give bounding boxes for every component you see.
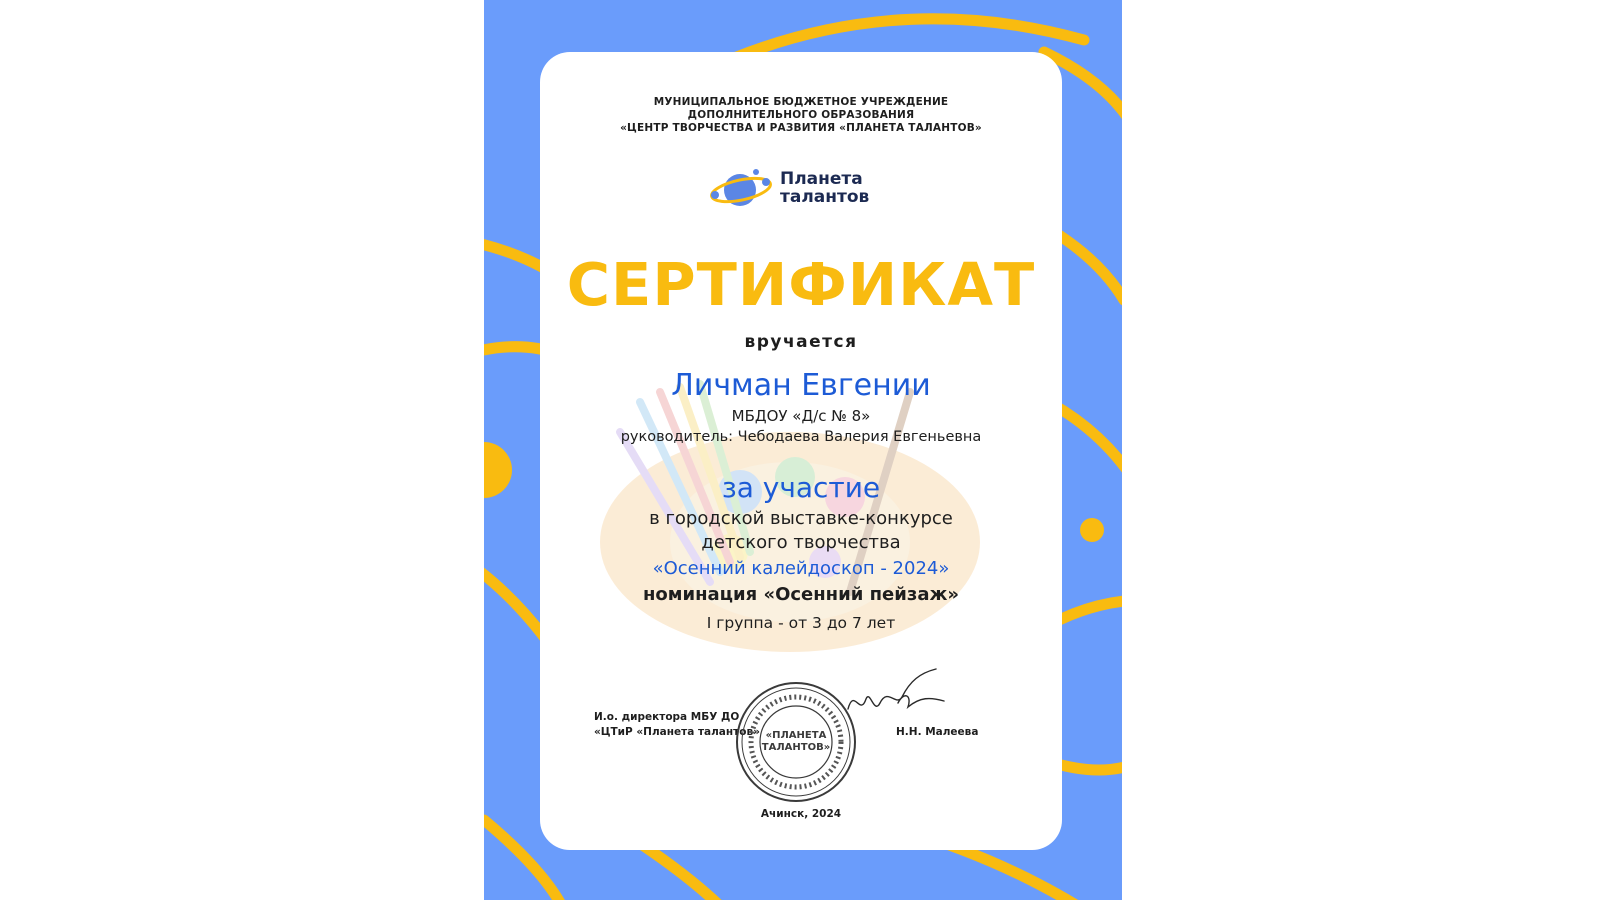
stamp-text: ТАЛАНТОВ» bbox=[761, 742, 831, 753]
supervisor: руководитель: Чебодаева Валерия Евгеньевна bbox=[620, 429, 982, 445]
logo-text-line: Планета bbox=[780, 169, 863, 189]
certificate-card bbox=[540, 52, 1062, 850]
logo-text bbox=[780, 170, 869, 206]
institution: МБДОУ «Д/с № 8» bbox=[731, 407, 871, 425]
organization-line: ДОПОЛНИТЕЛЬНОГО ОБРАЗОВАНИЯ bbox=[687, 109, 915, 121]
age-group: I группа - от 3 до 7 лет bbox=[706, 614, 896, 632]
nomination: номинация «Осенний пейзаж» bbox=[642, 584, 960, 605]
competition-line: детского творчества bbox=[701, 532, 901, 553]
certificate-frame bbox=[484, 0, 1122, 900]
competition-line: в городской выставке-конкурсе bbox=[649, 508, 953, 529]
competition-name: «Осенний калейдоскоп - 2024» bbox=[652, 558, 950, 579]
organization-header bbox=[540, 96, 1062, 135]
city-year: Ачинск, 2024 bbox=[760, 808, 842, 820]
recipient-name: Личман Евгении bbox=[671, 368, 931, 403]
award-reason: за участие bbox=[721, 471, 881, 504]
organization-line: «ЦЕНТР ТВОРЧЕСТВА И РАЗВИТИЯ «ПЛАНЕТА ТАЛАНТОВ» bbox=[620, 122, 982, 134]
signer-name: Н.Н. Малеева bbox=[896, 726, 979, 738]
director-line: И.о. директора МБУ ДО bbox=[594, 711, 740, 723]
planet-orbit-icon bbox=[708, 164, 778, 216]
handwritten-signature bbox=[840, 667, 950, 727]
awarded-text: вручается bbox=[744, 332, 858, 352]
director-line: «ЦТиР «Планета талантов» bbox=[594, 726, 760, 738]
logo-text-line: талантов bbox=[780, 187, 870, 207]
logo bbox=[708, 164, 898, 216]
organization-line: МУНИЦИПАЛЬНОЕ БЮДЖЕТНОЕ УЧРЕЖДЕНИЕ bbox=[653, 96, 949, 108]
certificate-title: СЕРТИФИКАТ bbox=[566, 250, 1036, 319]
stamp-text: «ПЛАНЕТА bbox=[765, 730, 827, 741]
